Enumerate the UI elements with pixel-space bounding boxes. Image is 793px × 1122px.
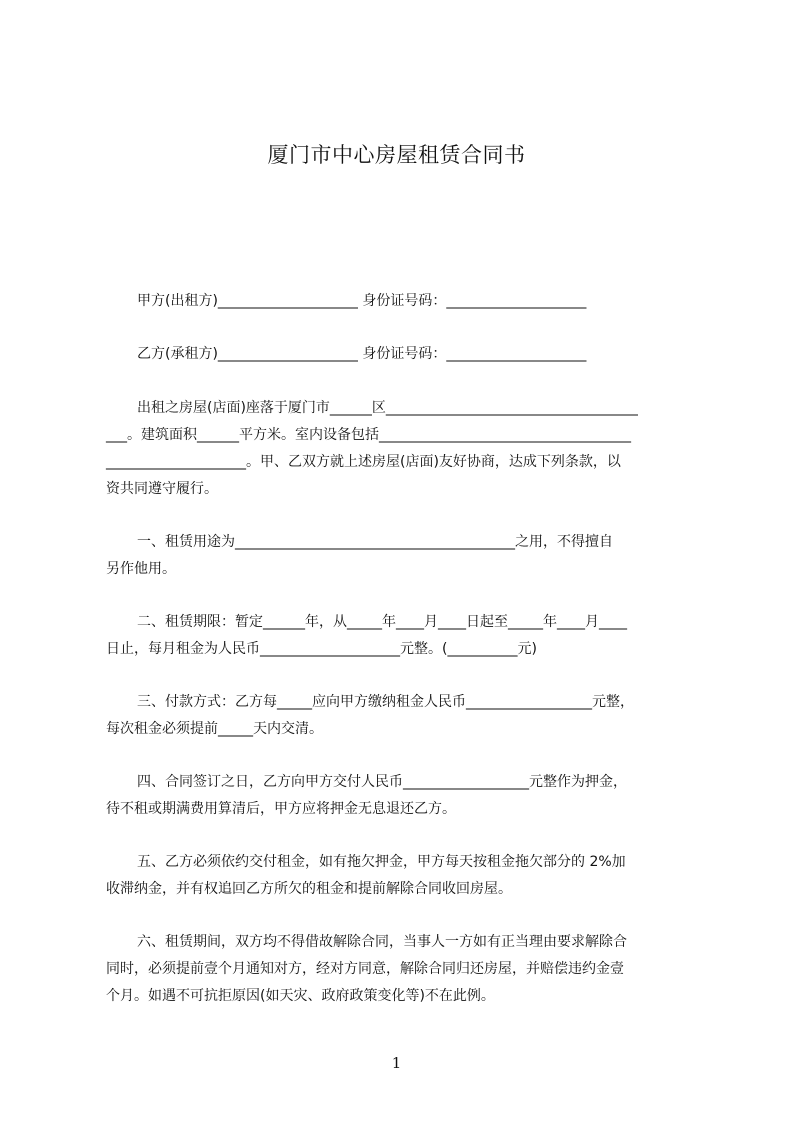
- page-number: 1: [391, 1054, 402, 1072]
- clause-3-line-2: 每次租金必须提前_____天内交清。: [106, 721, 323, 737]
- clause-5-line-2: 收滞纳金，并有权追回乙方所欠的租金和提前解除合同收回房屋。: [106, 881, 512, 897]
- clause-6-line-2: 同时，必须提前壹个月通知对方，经对方同意，解除合同归还房屋，并赔偿违约金壹: [106, 961, 624, 977]
- clause-1-line-2: 另作他用。: [106, 561, 176, 577]
- clause-6-line-3: 个月。如遇不可抗拒原因(如天灾、政府政策变化等)不在此例。: [106, 988, 495, 1004]
- clause-2-line-2: 日止，每月租金为人民币____________________元整。(__________元): [106, 641, 537, 657]
- clause-4-line-2: 待不租或期满费用算清后，甲方应将押金无息退还乙方。: [106, 801, 456, 817]
- equipment-line: ____________________。甲、乙双方就上述房屋(店面)友好协商，达成下列条款，以: [106, 454, 621, 470]
- clause-4-line-1: 四、合同签订之日，乙方向甲方交付人民币__________________元整作为押金，: [137, 774, 627, 790]
- party-a-line: 甲方(出租方)____________________ 身份证号码：____________________: [137, 293, 587, 309]
- building-area-line: ___。建筑面积______平方米。室内设备包括____________________________________: [106, 427, 631, 443]
- clause-5-line-1: 五、乙方必须依约交付租金，如有拖欠押金，甲方每天按租金拖欠部分的 2%加: [137, 854, 626, 870]
- property-location-line: 出租之房屋(店面)座落于厦门市______区____________________________________: [137, 400, 638, 416]
- clause-2-line-1: 二、租赁期限：暂定______年，从_____年____月____日起至_____年____月____: [137, 614, 627, 630]
- compliance-line: 资共同遵守履行。: [106, 481, 218, 497]
- party-b-line: 乙方(承租方)____________________ 身份证号码：____________________: [137, 346, 587, 362]
- clause-6-line-1: 六、租赁期间，双方均不得借故解除合同，当事人一方如有正当理由要求解除合: [137, 934, 627, 950]
- clause-3-line-1: 三、付款方式：乙方每_____应向甲方缴纳租金人民币__________________元整，: [137, 694, 634, 710]
- document-title: 厦门市中心房屋租赁合同书: [267, 143, 526, 167]
- clause-1-line-1: 一、租赁用途为________________________________________之用，不得擅自: [137, 534, 613, 550]
